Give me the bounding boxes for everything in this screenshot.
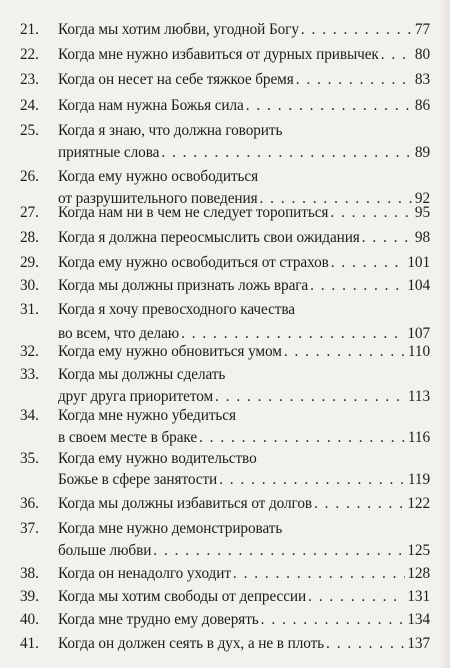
entry-number: 31.	[20, 301, 39, 318]
entry-title: Когда я знаю, что должна говорить	[58, 122, 283, 139]
entry-title-cont: друг друга приоритетом	[58, 388, 214, 405]
dot-leader	[301, 20, 413, 40]
entry-title: Когда мне нужно убедиться	[58, 407, 236, 424]
page-number: 83	[414, 71, 430, 88]
entry-title: Когда нам нужна Божья сила	[58, 97, 244, 114]
page-number: 134	[407, 611, 430, 628]
dot-leader	[246, 96, 413, 116]
page-number: 101	[407, 254, 430, 271]
dot-leader	[381, 45, 413, 65]
entry-title-cont: от разрушительного поведения	[58, 190, 258, 207]
entry-number: 35.	[20, 450, 39, 467]
entry-title: Когда мы хотим любви, угодной Богу	[58, 21, 299, 38]
dot-leader	[308, 587, 405, 607]
entry-title: Когда он должен сеять в дух, а не в плоть	[58, 635, 325, 652]
entry-number: 21.	[20, 21, 39, 38]
entry-title-cont: в своем месте в браке	[58, 429, 198, 446]
entry-number: 29.	[20, 254, 39, 271]
entry-title: Когда мне нужно избавиться от дурных привычек	[58, 46, 379, 63]
entry-title: Когда мы должны сделать	[58, 366, 226, 383]
dot-leader	[310, 276, 405, 296]
page-number: 128	[407, 565, 430, 582]
entry-title-cont: Божье в сфере занятости	[58, 471, 218, 488]
entry-title-cont: приятные слова	[58, 144, 160, 161]
page-number: 92	[414, 190, 430, 207]
dot-leader	[362, 228, 413, 248]
entry-number: 24.	[20, 97, 39, 114]
entry-title-cont: во всем, что делаю	[58, 325, 180, 342]
entry-title: Когда он несет на себе тяжкое бремя	[58, 71, 294, 88]
page-number: 113	[407, 388, 430, 405]
entry-number: 39.	[20, 588, 39, 605]
entry-title: Когда мы должны избавиться от долгов	[58, 495, 313, 512]
page-number: 119	[407, 471, 430, 488]
page-number: 125	[407, 542, 430, 559]
entry-number: 28.	[20, 229, 39, 246]
entry-title: Когда ему нужно освободиться	[58, 168, 259, 185]
page-number: 80	[414, 46, 430, 63]
dot-leader	[181, 324, 405, 344]
entry-number: 33.	[20, 366, 39, 383]
dot-leader	[219, 470, 406, 490]
entry-number: 26.	[20, 168, 39, 185]
entry-number: 27.	[20, 204, 39, 221]
entry-title: Когда я должна переосмыслить свои ожидания	[58, 229, 360, 246]
entry-title: Когда ему нужно освободиться от страхов	[58, 254, 329, 271]
page-number: 89	[414, 144, 430, 161]
page-number: 104	[407, 277, 430, 294]
dot-leader	[153, 541, 405, 561]
dot-leader	[233, 564, 405, 584]
entry-number: 34.	[20, 407, 39, 424]
entry-number: 40.	[20, 611, 39, 628]
entry-title: Когда мне трудно ему доверять	[58, 611, 259, 628]
entry-number: 32.	[20, 343, 39, 360]
entry-title: Когда мы должны признать ложь врага	[58, 277, 309, 294]
dot-leader	[330, 203, 413, 223]
page-number: 110	[407, 343, 430, 360]
page-edge	[440, 0, 450, 668]
page-number: 122	[407, 495, 430, 512]
entry-number: 41.	[20, 635, 39, 652]
entry-number: 30.	[20, 277, 39, 294]
dot-leader	[199, 428, 406, 448]
dot-leader	[331, 253, 406, 273]
page-number: 116	[407, 429, 430, 446]
page-number: 137	[407, 635, 430, 652]
dot-leader	[326, 634, 405, 654]
dot-leader	[261, 610, 406, 630]
entry-title: Когда мне нужно демонстрировать	[58, 520, 283, 537]
page-number: 98	[414, 229, 430, 246]
page-number: 107	[407, 325, 430, 342]
entry-title: Когда мы хотим свободы от депрессии	[58, 588, 307, 605]
entry-title: Когда нам ни в чем не следует торопиться	[58, 204, 329, 221]
entry-title-cont: больше любви	[58, 542, 152, 559]
entry-title: Когда он ненадолго уходит	[58, 565, 231, 582]
page-number: 86	[414, 97, 430, 114]
dot-leader	[161, 143, 413, 163]
entry-number: 36.	[20, 495, 39, 512]
page-number: 95	[414, 204, 430, 221]
dot-leader	[314, 494, 405, 514]
entry-number: 38.	[20, 565, 39, 582]
entry-number: 22.	[20, 46, 39, 63]
dot-leader	[284, 342, 406, 362]
entry-number: 23.	[20, 71, 39, 88]
dot-leader	[296, 70, 413, 90]
entry-number: 37.	[20, 520, 39, 537]
page-number: 77	[414, 21, 430, 38]
entry-title: Когда ему нужно обновиться умом	[58, 343, 282, 360]
page-number: 131	[407, 588, 430, 605]
entry-title: Когда я хочу превосходного качества	[58, 301, 295, 318]
dot-leader	[215, 387, 406, 407]
entry-title: Когда ему нужно водительство	[58, 450, 257, 467]
entry-number: 25.	[20, 122, 39, 139]
